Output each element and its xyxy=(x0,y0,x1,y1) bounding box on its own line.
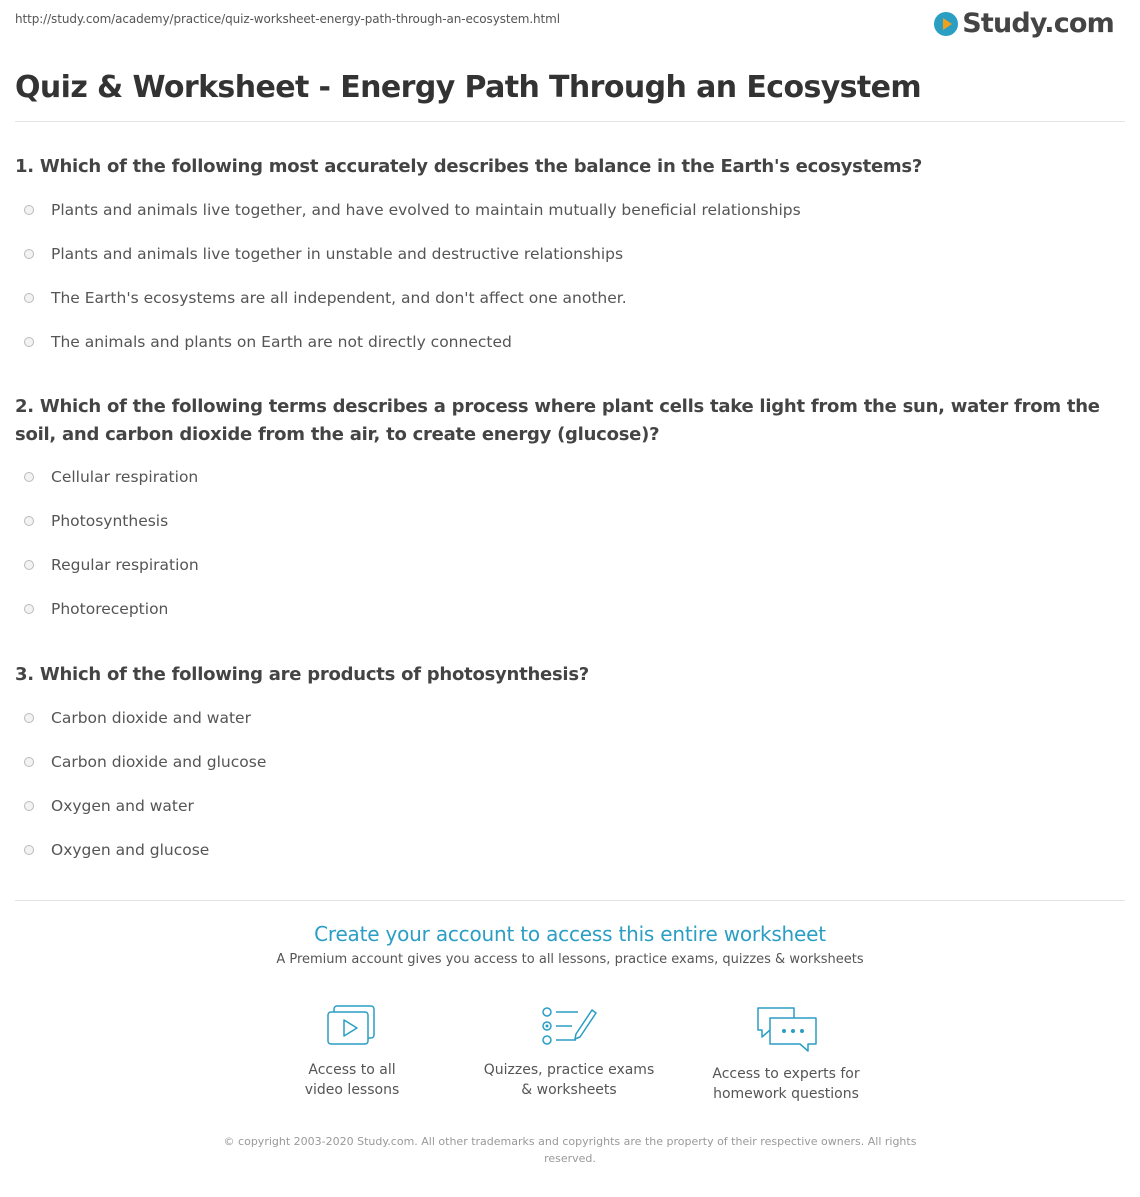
option-label: The animals and plants on Earth are not directly connected xyxy=(51,333,512,351)
question-2 xyxy=(15,393,1130,631)
option-label: The Earth's ecosystems are all independent, and don't affect one another. xyxy=(51,289,627,307)
answer-option[interactable] xyxy=(15,828,1130,872)
answer-option[interactable] xyxy=(15,696,1130,740)
page-title: Quiz & Worksheet - Energy Path Through an Ecosystem xyxy=(15,70,922,105)
cta-subtitle: A Premium account gives you access to all lessons, practice exams, quizzes & worksheets xyxy=(276,952,864,967)
answer-option[interactable] xyxy=(15,543,1130,587)
answer-option[interactable] xyxy=(15,740,1130,784)
chat-bubbles-icon xyxy=(754,1004,818,1054)
option-label: Regular respiration xyxy=(51,556,199,574)
feature-video-lessons xyxy=(252,1004,452,1100)
question-text: 1. Which of the following most accurately describes the balance in the Earth's ecosystems? xyxy=(15,156,923,177)
feature-label: Access to experts for homework questions xyxy=(712,1066,860,1102)
option-label: Oxygen and glucose xyxy=(51,841,210,859)
quiz-checklist-icon xyxy=(540,1004,598,1050)
account-cta xyxy=(0,922,1140,967)
answer-options xyxy=(15,188,1130,364)
option-label: Photosynthesis xyxy=(51,512,169,530)
option-label: Cellular respiration xyxy=(51,468,199,486)
radio-button-icon[interactable] xyxy=(24,337,34,347)
answer-option[interactable] xyxy=(15,784,1130,828)
play-logo-icon xyxy=(934,12,958,36)
option-label: Photoreception xyxy=(51,600,169,618)
question-1 xyxy=(15,153,1130,364)
feature-experts xyxy=(686,1004,886,1104)
top-bar xyxy=(0,0,1140,56)
title-divider xyxy=(15,121,1125,122)
radio-button-icon[interactable] xyxy=(24,801,34,811)
answer-option[interactable] xyxy=(15,499,1130,543)
answer-options xyxy=(15,455,1130,631)
radio-button-icon[interactable] xyxy=(24,293,34,303)
cta-title-link[interactable]: Create your account to access this entire worksheet xyxy=(314,922,826,946)
option-label: Plants and animals live together in unstable and destructive relationships xyxy=(51,245,624,263)
answer-option[interactable] xyxy=(15,276,1130,320)
video-lessons-icon xyxy=(325,1004,379,1050)
cta-divider xyxy=(15,900,1125,901)
question-3 xyxy=(15,661,1130,872)
answer-options xyxy=(15,696,1130,872)
option-label: Carbon dioxide and water xyxy=(51,709,251,727)
page-url: http://study.com/academy/practice/quiz-worksheet-energy-path-through-an-ecosystem.html xyxy=(15,12,560,26)
logo-text: Study.com xyxy=(962,8,1114,39)
copyright-notice: © copyright 2003-2020 Study.com. All other trademarks and copyrights are the property of their respective owners. All rights reserved. xyxy=(223,1135,917,1165)
answer-option[interactable] xyxy=(15,455,1130,499)
radio-button-icon[interactable] xyxy=(24,249,34,259)
radio-button-icon[interactable] xyxy=(24,560,34,570)
radio-button-icon[interactable] xyxy=(24,472,34,482)
feature-label: Access to all video lessons xyxy=(304,1062,400,1098)
option-label: Oxygen and water xyxy=(51,797,194,815)
option-label: Plants and animals live together, and have evolved to maintain mutually beneficial relationships xyxy=(51,201,801,219)
radio-button-icon[interactable] xyxy=(24,604,34,614)
feature-quizzes xyxy=(469,1004,669,1100)
radio-button-icon[interactable] xyxy=(24,516,34,526)
answer-option[interactable] xyxy=(15,587,1130,631)
study-logo[interactable] xyxy=(934,8,1114,39)
feature-label: Quizzes, practice exams & worksheets xyxy=(483,1062,655,1098)
answer-option[interactable] xyxy=(15,232,1130,276)
radio-button-icon[interactable] xyxy=(24,757,34,767)
question-text: 2. Which of the following terms describes a process where plant cells take light from the sun, water from the soil, and carbon dioxide from the air, to create energy (glucose)? xyxy=(15,396,1100,445)
radio-button-icon[interactable] xyxy=(24,205,34,215)
question-text: 3. Which of the following are products of photosynthesis? xyxy=(15,664,590,685)
radio-button-icon[interactable] xyxy=(24,845,34,855)
radio-button-icon[interactable] xyxy=(24,713,34,723)
option-label: Carbon dioxide and glucose xyxy=(51,753,267,771)
answer-option[interactable] xyxy=(15,188,1130,232)
answer-option[interactable] xyxy=(15,320,1130,364)
